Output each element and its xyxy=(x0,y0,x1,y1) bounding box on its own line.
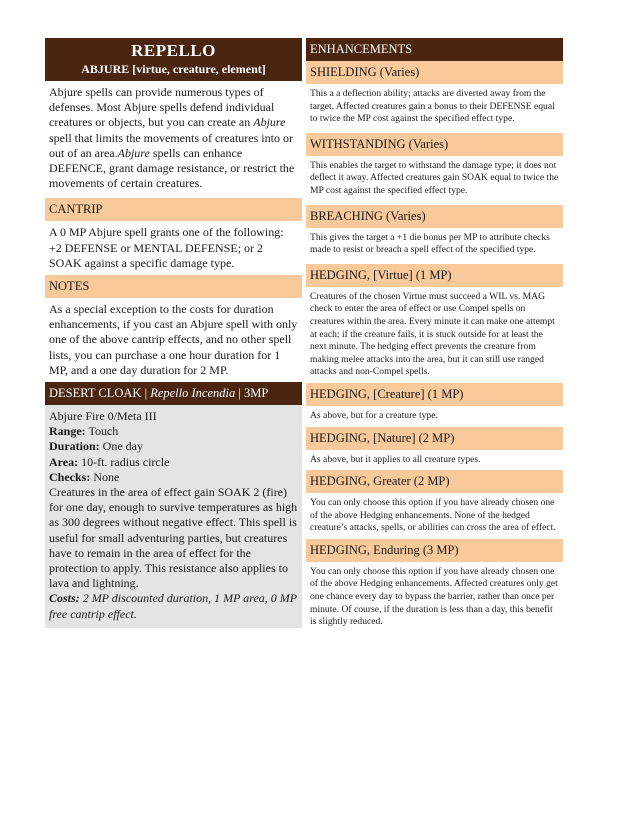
spell-cost: 3MP xyxy=(244,386,269,401)
spell-name: DESERT CLOAK xyxy=(49,386,142,401)
enhancement-text: Creatures of the chosen Virtue must succeed a WIL vs. MAG check to enter the area of effect or use Compel spells on creatures within the area. Every minute it can make one attempt at each; if the creature fails, it is stuck outside for at least the next minute. The hedging effect prevents the creature from making melee attacks into the area, but it can still use ranged attacks and non-Compel spells. xyxy=(310,290,555,378)
enhancement-text: You can only choose this option if you have already chosen one of the above Hedging enhancements. Affected creatures only get one chance every day to bypass the barrier, rather than once per minute. Of course, if the duration is less than a day, this benefit is slightly reduced. xyxy=(310,565,558,628)
enhancement-text: This enables the target to withstand the damage type; it does not deflect it away. Affected creatures gain SOAK equal to twice the MP cost against the specified effect type. xyxy=(310,159,559,196)
enhancement-title: HEDGING, Greater (2 MP) xyxy=(306,470,563,493)
spell-separator: | xyxy=(141,386,151,401)
spell-latin-name: Repello Incendia xyxy=(150,386,236,401)
enhancement-text: As above, but for a creature type. xyxy=(310,409,438,421)
spell-costs: Costs: 2 MP discounted duration, 1 MP area, 0 MP free cantrip effect. xyxy=(49,591,297,621)
enhancement-title: WITHSTANDING (Varies) xyxy=(306,133,563,156)
left-column xyxy=(45,38,302,628)
enhancements-header: ENHANCEMENTS xyxy=(306,38,563,61)
intro-text-2: spell that limits the movements of creatures into or out of an area. xyxy=(49,130,293,160)
enhancement-title: HEDGING, [Creature] (1 MP) xyxy=(306,383,563,406)
enhancement-title: BREACHING (Varies) xyxy=(306,205,563,228)
enhancement-text: You can only choose this option if you have already chosen one of the above Hedging enhancements. None of the hedged creature’s attacks, spells, or abilities can cross the area of effect. xyxy=(310,497,556,534)
intro-paragraph xyxy=(45,81,302,195)
notes-header: NOTES xyxy=(45,275,302,298)
notes-text: As a special exception to the costs for duration enhancements, if you cast an Abjure spell with only one of the above cantrip effects, and no other spell lists, you can purchase a one hour duration for 1 MP, and a one day duration for 2 MP. xyxy=(49,302,298,377)
intro-emphasis-1: Abjure xyxy=(253,115,286,130)
spell-stats xyxy=(45,405,302,628)
cantrip-text: A 0 MP Abjure spell grants one of the following: +2 DEFENSE or MENTAL DEFENSE; or 2 SOAK against a specific damage type. xyxy=(49,225,284,270)
cantrip-header: CANTRIP xyxy=(45,198,302,221)
right-column xyxy=(306,38,563,633)
enhancement-title: HEDGING, Enduring (3 MP) xyxy=(306,539,563,562)
spell-arts: Abjure Fire 0/Meta III xyxy=(49,409,157,424)
spell-header xyxy=(45,382,302,405)
spell-range: Range: Touch xyxy=(49,424,119,439)
enhancement-title: HEDGING, [Virtue] (1 MP) xyxy=(306,264,563,287)
enhancement-title: SHIELDING (Varies) xyxy=(306,61,563,84)
intro-emphasis-2: Abjure xyxy=(117,145,150,160)
spell-duration: Duration: One day xyxy=(49,439,143,454)
enhancement-text: This a a deflection ability; attacks are diverted away from the target. Affected creatures gain a bonus to their DEFENSE equal to twice the MP cost against the specified effect type. xyxy=(310,88,555,125)
spell-checks: Checks: None xyxy=(49,469,120,484)
spell-description: Creatures in the area of effect gain SOAK 2 (fire) for one day, enough to survive temperatures as high as 300 degrees without negative effect. This spell is useful for small adventuring parties, but creatures have to remain in the area of effect for the protection to apply. This resistance also applies to lava and lightning. xyxy=(49,485,298,591)
spell-list-title-box xyxy=(45,38,302,81)
spell-list-subtitle: ABJURE [virtue, creature, element] xyxy=(81,62,266,76)
intro-text-1: Abjure spells can provide numerous types of defenses. Most Abjure spells defend individual creatures or objects, but you can create an xyxy=(49,85,275,130)
spell-area: Area: 10-ft. radius circle xyxy=(49,454,170,469)
spell-box xyxy=(45,382,302,628)
spell-separator: | xyxy=(235,386,245,401)
enhancement-text: This gives the target a +1 die bonus per MP to attribute checks made to resist or breach a spell effect of the specified type. xyxy=(310,231,550,256)
enhancement-text: As above, but it applies to all creature types. xyxy=(310,453,481,465)
spell-list-title: REPELLO xyxy=(131,41,216,60)
intro-text-3: spells can enhance DEFENCE, grant damage resistance, or restrict the movements of certain creatures. xyxy=(49,145,295,191)
enhancement-title: HEDGING, [Nature] (2 MP) xyxy=(306,427,563,450)
